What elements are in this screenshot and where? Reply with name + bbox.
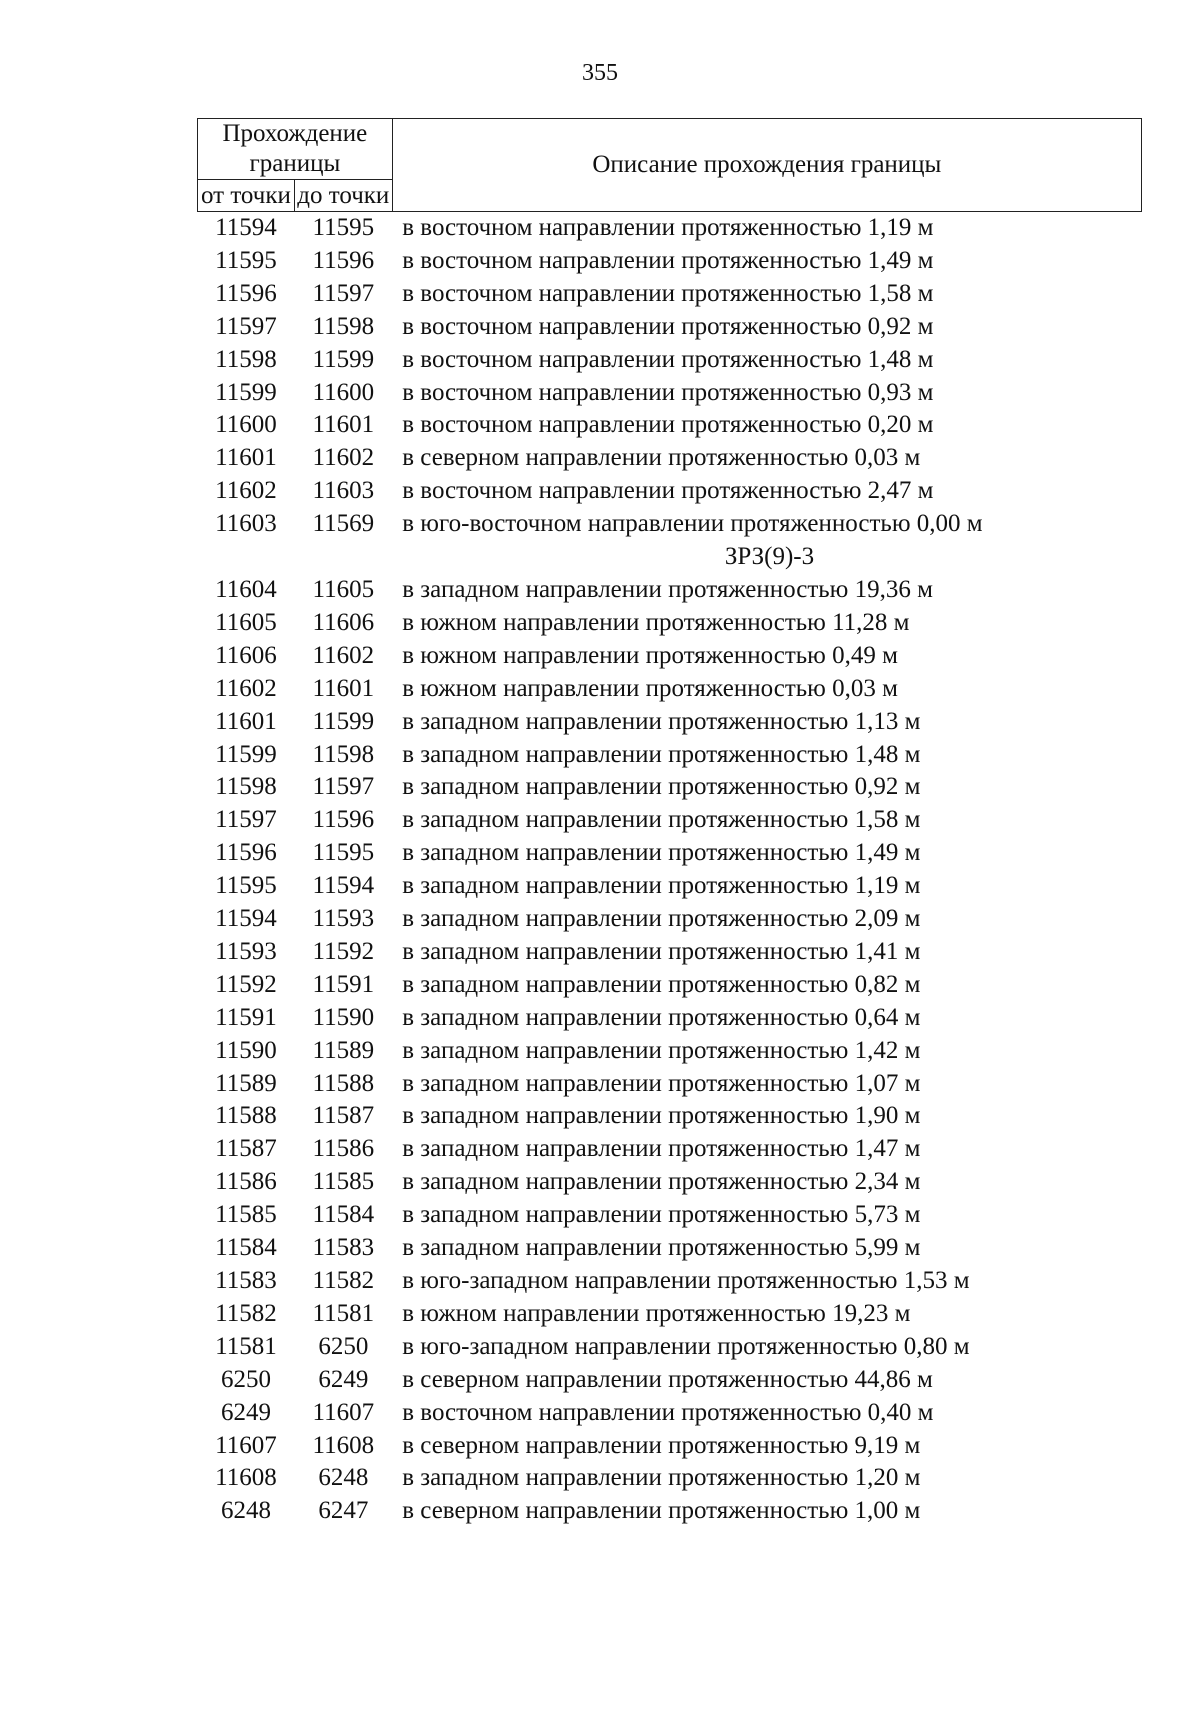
description-cell: в западном направлении протяженностью 2,09 м	[402, 905, 921, 933]
table-row	[198, 1232, 1142, 1265]
to-point-cell: 11585	[312, 1168, 375, 1196]
from-point-cell: 11581	[215, 1332, 277, 1360]
description-cell: в восточном направлении протяженностью 1,49 м	[402, 246, 934, 274]
from-point-cell: 11591	[215, 1003, 277, 1031]
description-cell: в восточном направлении протяженностью 0,92 м	[402, 312, 934, 340]
to-point-cell: 11597	[312, 773, 375, 801]
description-cell: в восточном направлении протяженностью 1,48 м	[402, 345, 934, 373]
description-cell: в западном направлении протяженностью 5,99 м	[402, 1234, 921, 1262]
from-point-cell: 11599	[215, 378, 277, 406]
description-cell: в северном направлении протяженностью 9,19 м	[402, 1431, 921, 1459]
to-point-cell: 11602	[312, 641, 375, 669]
table-row	[198, 903, 1142, 936]
table-row	[198, 1166, 1142, 1199]
to-point-cell: 11603	[312, 477, 375, 505]
description-cell: в западном направлении протяженностью 0,92 м	[402, 773, 921, 801]
to-point-cell: 6248	[318, 1464, 369, 1492]
description-cell: в западном направлении протяженностью 19,36 м	[402, 575, 933, 603]
to-point-cell: 11596	[312, 246, 375, 274]
to-point-cell: 11593	[312, 905, 375, 933]
from-point-cell: 11602	[215, 674, 277, 702]
description-cell: в западном направлении протяженностью 0,64 м	[402, 1003, 921, 1031]
from-point-cell: 11608	[215, 1464, 277, 1492]
table-row	[198, 640, 1142, 673]
description-cell: в западном направлении протяженностью 1,41 м	[402, 937, 921, 965]
from-point-cell: 11598	[215, 345, 277, 373]
to-point-cell: 6250	[318, 1332, 369, 1360]
from-point-cell: 11590	[215, 1036, 277, 1064]
to-point-cell: 11583	[312, 1234, 375, 1262]
table-row	[198, 969, 1142, 1002]
to-point-cell: 11595	[312, 839, 375, 867]
description-cell: в восточном направлении протяженностью 1,19 м	[402, 214, 934, 241]
from-point-cell: 11604	[215, 575, 277, 603]
from-point-cell: 11607	[215, 1431, 277, 1459]
description-cell: в восточном направлении протяженностью 0,40 м	[402, 1398, 934, 1426]
to-point-cell: 11595	[312, 214, 375, 241]
to-point-cell: 11581	[312, 1299, 375, 1327]
table-row	[198, 706, 1142, 739]
to-point-cell: 11598	[312, 312, 375, 340]
table-row	[198, 673, 1142, 706]
boundary-table-container	[197, 118, 1142, 1528]
to-point-cell: 11599	[312, 707, 375, 735]
to-point-cell: 6247	[318, 1497, 369, 1525]
description-cell: в восточном направлении протяженностью 0,93 м	[402, 378, 934, 406]
table-row	[198, 1100, 1142, 1133]
to-point-cell: 11592	[312, 937, 375, 965]
table-row	[198, 1199, 1142, 1232]
description-cell: в юго-восточном направлении протяженностью 0,00 м	[402, 510, 983, 538]
from-point-cell: 11594	[215, 905, 277, 933]
from-point-cell: 11592	[215, 970, 277, 998]
from-point-cell: 11600	[215, 411, 277, 439]
page-number: 355	[582, 60, 618, 86]
to-point-cell: 11584	[312, 1201, 375, 1229]
from-point-cell: 11586	[215, 1168, 277, 1196]
from-point-cell: 11594	[215, 214, 277, 241]
from-point-cell: 11585	[215, 1201, 277, 1229]
to-point-cell: 11597	[312, 279, 375, 307]
table-row	[198, 1035, 1142, 1068]
to-point-cell: 11569	[312, 510, 375, 538]
description-cell: в западном направлении протяженностью 5,73 м	[402, 1201, 921, 1229]
table-row	[198, 837, 1142, 870]
description-cell: в южном направлении протяженностью 0,03 м	[402, 674, 898, 702]
table-row	[198, 739, 1142, 772]
from-point-cell: 11606	[215, 641, 277, 669]
header-boundary-passage: Прохождение границы	[198, 119, 393, 180]
description-cell: в западном направлении протяженностью 1,58 м	[402, 806, 921, 834]
from-point-cell: 11602	[215, 477, 277, 505]
from-point-cell: 6248	[220, 1497, 271, 1525]
to-point-cell: 11606	[312, 608, 375, 636]
zone-heading: ЗРЗ(9)-3	[724, 543, 815, 571]
to-point-cell: 11601	[312, 411, 375, 439]
from-point-cell: 6250	[220, 1365, 271, 1393]
to-point-cell: 11594	[312, 872, 375, 900]
description-cell: в западном направлении протяженностью 1,48 м	[402, 740, 921, 768]
to-point-cell: 11601	[312, 674, 375, 702]
description-cell: в западном направлении протяженностью 0,82 м	[402, 970, 921, 998]
from-point-cell: 11601	[215, 707, 277, 735]
description-cell: в северном направлении протяженностью 1,00 м	[402, 1497, 921, 1525]
description-cell: в северном направлении протяженностью 0,03 м	[402, 444, 921, 472]
from-point-cell: 11584	[215, 1234, 277, 1262]
description-cell: в юго-западном направлении протяженностью 0,80 м	[402, 1332, 970, 1360]
description-cell: в юго-западном направлении протяженностью 1,53 м	[402, 1267, 970, 1294]
from-point-cell: 11589	[215, 1069, 277, 1097]
from-point-cell: 11588	[215, 1102, 277, 1130]
table-row	[198, 1331, 1142, 1364]
table-row	[198, 1133, 1142, 1166]
from-point-cell: 11587	[215, 1135, 277, 1163]
from-point-cell: 11595	[215, 872, 277, 900]
table-row	[198, 1298, 1142, 1331]
description-cell: в восточном направлении протяженностью 2,47 м	[402, 477, 934, 505]
table-row	[198, 771, 1142, 804]
description-cell: в западном направлении протяженностью 1,42 м	[402, 1036, 921, 1064]
table-row	[198, 1462, 1142, 1495]
header-from-point: от точки	[198, 180, 295, 212]
table-row	[198, 409, 1142, 442]
to-point-cell: 6249	[318, 1365, 369, 1393]
from-point-cell: 6249	[220, 1398, 271, 1426]
table-row	[198, 1068, 1142, 1101]
description-cell: в южном направлении протяженностью 19,23 м	[402, 1299, 911, 1327]
to-point-cell: 11596	[312, 806, 375, 834]
table-row	[198, 1430, 1142, 1463]
table-row	[198, 607, 1142, 640]
zone-heading-row	[198, 541, 1142, 574]
table-row	[198, 245, 1142, 278]
from-point-cell: 11593	[215, 937, 277, 965]
table-row	[198, 344, 1142, 377]
to-point-cell: 11607	[312, 1398, 375, 1426]
from-point-cell: 11595	[215, 246, 277, 274]
table-row	[198, 475, 1142, 508]
from-point-cell: 11597	[215, 806, 277, 834]
description-cell: в западном направлении протяженностью 1,19 м	[402, 872, 921, 900]
description-cell: в северном направлении протяженностью 44,86 м	[402, 1365, 933, 1393]
table-row	[198, 212, 1142, 245]
description-cell: в западном направлении протяженностью 1,13 м	[402, 707, 921, 735]
to-point-cell: 11582	[312, 1267, 375, 1294]
to-point-cell: 11600	[312, 378, 375, 406]
header-description: Описание прохождения границы	[392, 119, 1141, 212]
to-point-cell: 11589	[312, 1036, 375, 1064]
table-row	[198, 1495, 1142, 1528]
to-point-cell: 11605	[312, 575, 375, 603]
table-row	[198, 936, 1142, 969]
from-point-cell: 11599	[215, 740, 277, 768]
description-cell: в западном направлении протяженностью 1,07 м	[402, 1069, 921, 1097]
table-row	[198, 574, 1142, 607]
description-cell: в южном направлении протяженностью 0,49 м	[402, 641, 898, 669]
to-point-cell: 11590	[312, 1003, 375, 1031]
from-point-cell: 11583	[215, 1267, 277, 1294]
description-cell: в южном направлении протяженностью 11,28 м	[402, 608, 910, 636]
table-row	[198, 278, 1142, 311]
to-point-cell: 11608	[312, 1431, 375, 1459]
description-cell: в западном направлении протяженностью 1,47 м	[402, 1135, 921, 1163]
table-row	[198, 311, 1142, 344]
table-row	[198, 1364, 1142, 1397]
table-row	[198, 377, 1142, 410]
table-row	[198, 1265, 1142, 1298]
from-point-cell: 11601	[215, 444, 277, 472]
table-row	[198, 508, 1142, 541]
table-row	[198, 1002, 1142, 1035]
table-row	[198, 870, 1142, 903]
from-point-cell: 11596	[215, 839, 277, 867]
to-point-cell: 11588	[312, 1069, 375, 1097]
from-point-cell: 11582	[215, 1299, 277, 1327]
description-cell: в западном направлении протяженностью 1,90 м	[402, 1102, 921, 1130]
to-point-cell: 11599	[312, 345, 375, 373]
to-point-cell: 11591	[312, 970, 375, 998]
table-header	[198, 119, 1142, 212]
description-cell: в западном направлении протяженностью 1,49 м	[402, 839, 921, 867]
table-row	[198, 442, 1142, 475]
description-cell: в западном направлении протяженностью 1,20 м	[402, 1464, 921, 1492]
to-point-cell: 11586	[312, 1135, 375, 1163]
table-row	[198, 804, 1142, 837]
to-point-cell: 11598	[312, 740, 375, 768]
from-point-cell: 11598	[215, 773, 277, 801]
from-point-cell: 11603	[215, 510, 277, 538]
from-point-cell: 11605	[215, 608, 277, 636]
table-row	[198, 1397, 1142, 1430]
description-cell: в восточном направлении протяженностью 1,58 м	[402, 279, 934, 307]
from-point-cell: 11596	[215, 279, 277, 307]
to-point-cell: 11587	[312, 1102, 375, 1130]
description-cell: в восточном направлении протяженностью 0,20 м	[402, 411, 934, 439]
description-cell: в западном направлении протяженностью 2,34 м	[402, 1168, 921, 1196]
table-body	[198, 212, 1142, 1529]
to-point-cell: 11602	[312, 444, 375, 472]
boundary-table	[197, 118, 1142, 1528]
header-to-point: до точки	[294, 180, 392, 212]
from-point-cell: 11597	[215, 312, 277, 340]
